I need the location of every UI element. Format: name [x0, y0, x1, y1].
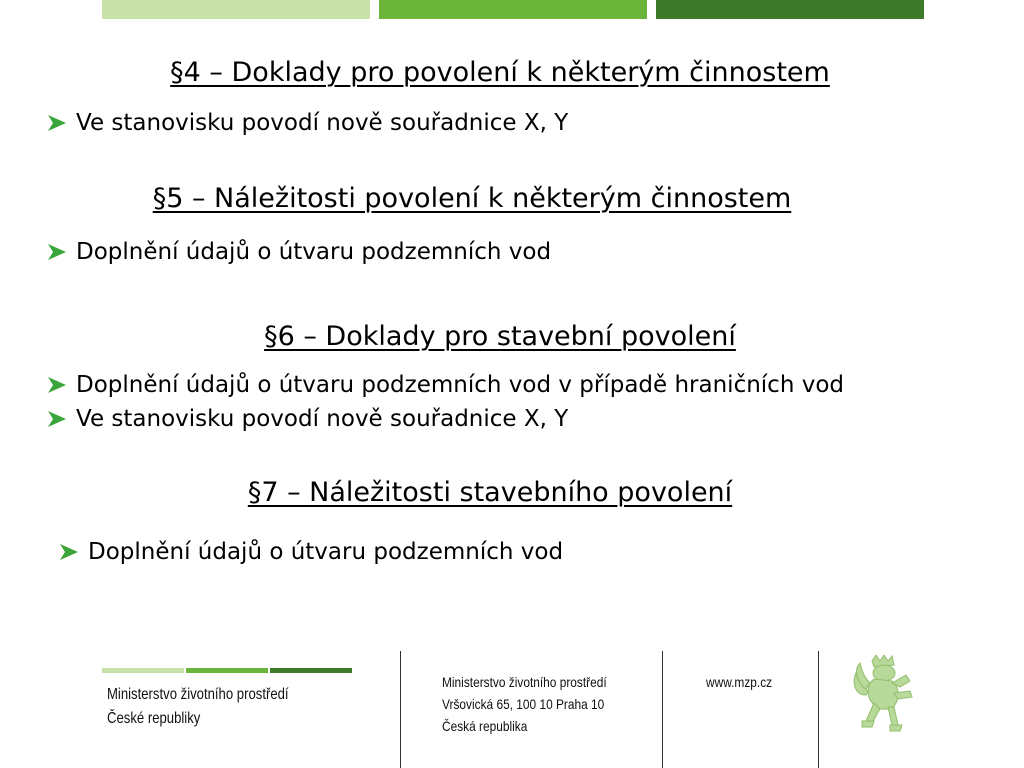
footer-website-link[interactable]: www.mzp.cz: [706, 674, 773, 690]
footer-address-line1: Ministerstvo životního prostředí: [442, 674, 607, 690]
footer-address-line3: Česká republika: [442, 718, 528, 734]
footer-bar-dark: [270, 668, 352, 673]
top-bar-light: [102, 0, 370, 19]
footer-divider: [400, 651, 401, 768]
czech-lion-icon: [852, 655, 924, 739]
bullet-text: Doplnění údajů o útvaru podzemních vod v případě hraničních vod: [76, 372, 844, 398]
section-4-bullet-1: [46, 108, 568, 138]
top-bar-mid: [379, 0, 647, 19]
top-bar-dark: [656, 0, 924, 19]
footer-bar-mid: [186, 668, 268, 673]
section-6-bullet-2: [46, 404, 568, 434]
arrow-bullet-icon: [46, 113, 68, 133]
bullet-text: Doplnění údajů o útvaru podzemních vod: [88, 539, 564, 565]
section-5-bullet-1: [46, 237, 551, 267]
section-4-heading: §4 – Doklady pro povolení k některým činnostem: [170, 57, 830, 88]
footer-address-line2: Vršovická 65, 100 10 Praha 10: [442, 696, 605, 712]
arrow-bullet-icon: [58, 542, 80, 562]
bullet-text: Doplnění údajů o útvaru podzemních vod: [76, 239, 552, 265]
footer-org-line2: České republiky: [107, 710, 201, 727]
bullet-text: Ve stanovisku povodí nově souřadnice X, Y: [76, 406, 569, 432]
footer-bar-light: [102, 668, 184, 673]
footer-divider: [662, 651, 663, 768]
section-7-bullet-1: [58, 537, 563, 567]
footer-org-line1: Ministerstvo životního prostředí: [107, 686, 289, 703]
bullet-text: Ve stanovisku povodí nově souřadnice X, Y: [76, 110, 569, 136]
section-6-bullet-1: [46, 370, 844, 400]
section-7-heading: §7 – Náležitosti stavebního povolení: [247, 477, 733, 508]
arrow-bullet-icon: [46, 242, 68, 262]
footer-divider: [818, 651, 819, 768]
arrow-bullet-icon: [46, 375, 68, 395]
section-6-heading: §6 – Doklady pro stavební povolení: [264, 321, 736, 352]
arrow-bullet-icon: [46, 409, 68, 429]
section-5-heading: §5 – Náležitosti povolení k některým činnostem: [152, 183, 792, 214]
